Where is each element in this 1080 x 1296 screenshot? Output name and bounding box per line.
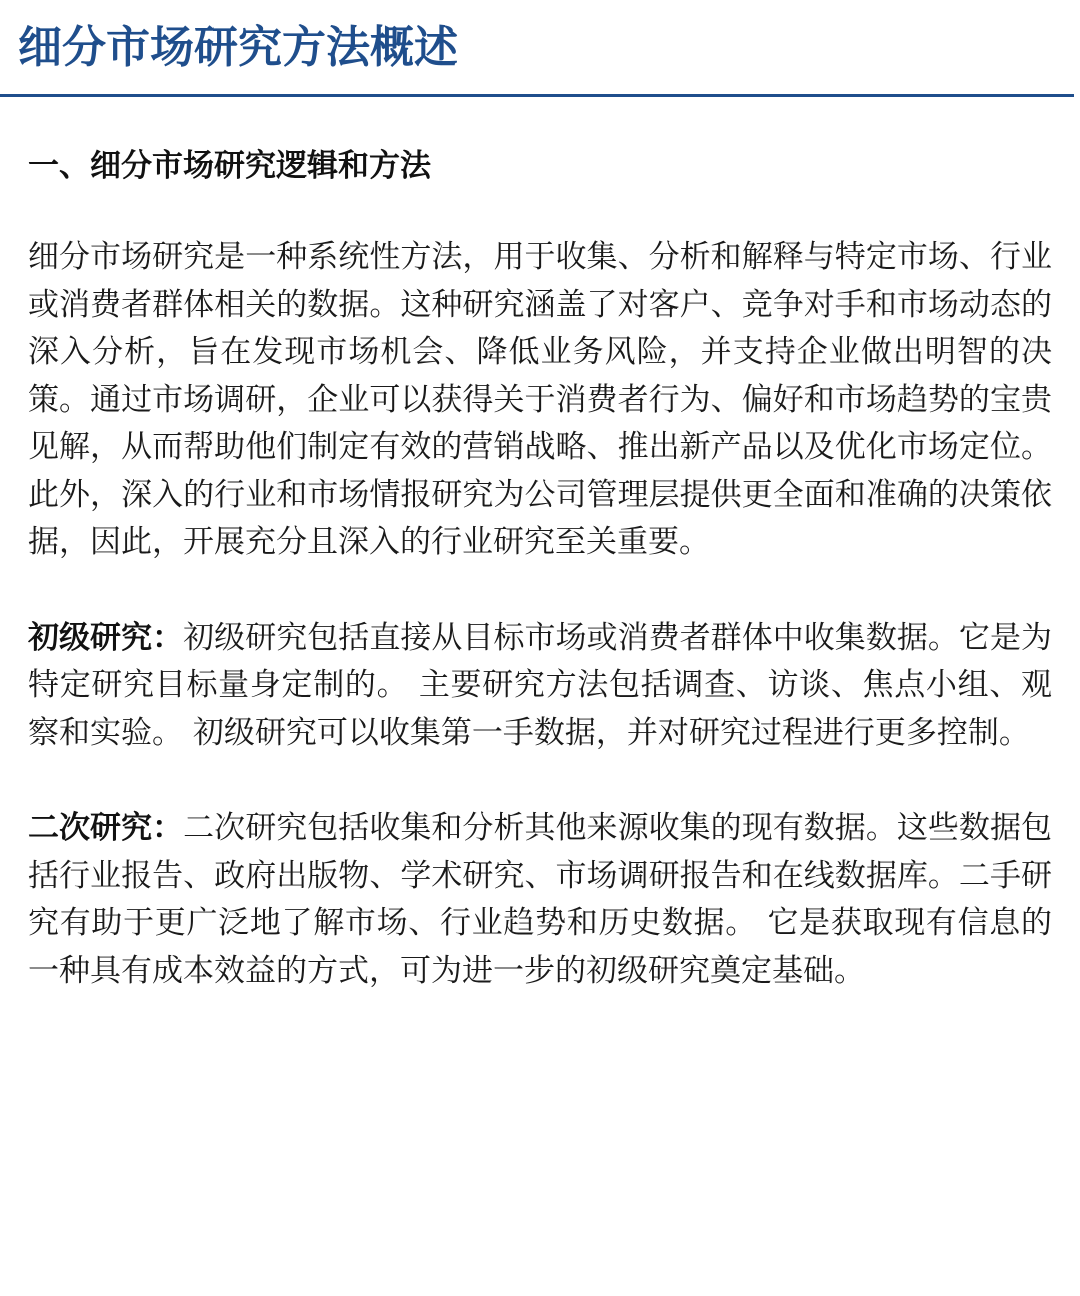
intro-paragraph: 细分市场研究是一种系统性方法，用于收集、分析和解释与特定市场、行业或消费者群体相关的数据。这种研究涵盖了对客户、竞争对手和市场动态的深入分析，旨在发现市场机会、降低业务风险，并支持企业做出明智的决策。通过市场调研，企业可以获得关于消费者行为、偏好和市场趋势的宝贵见解，从而帮助他们制定有效的营销战略、推出新产品以及优化市场定位。此外，深入的行业和市场情报研究为公司管理层提供更全面和准确的决策依据，因此，开展充分且深入的行业研究至关重要。 <box>28 239 1052 560</box>
secondary-research-term: 二次研究： <box>28 810 184 846</box>
secondary-research-text: 二次研究包括收集和分析其他来源收集的现有数据。这些数据包括行业报告、政府出版物、学术研究、市场调研报告和在线数据库。二手研究有助于更广泛地了解市场、行业趋势和历史数据。 它是获取现有信息的一种具有成本效益的方式，可为进一步的初级研究奠定基础。 <box>28 810 1052 989</box>
title-divider <box>0 94 1074 97</box>
section-heading: 一、细分市场研究逻辑和方法 <box>28 148 431 184</box>
article-body <box>28 140 1052 995</box>
page-header <box>0 0 1080 100</box>
primary-research-text: 初级研究包括直接从目标市场或消费者群体中收集数据。它是为特定研究目标量身定制的。 主要研究方法包括调查、访谈、焦点小组、观察和实验。 初级研究可以收集第一手数据，并对研究过程进行更多控制。 <box>28 619 1052 751</box>
primary-research-paragraph <box>28 615 1052 758</box>
page-title: 细分市场研究方法概述 <box>18 22 458 73</box>
primary-research-term: 初级研究： <box>28 619 184 656</box>
secondary-research-paragraph <box>28 805 1052 995</box>
